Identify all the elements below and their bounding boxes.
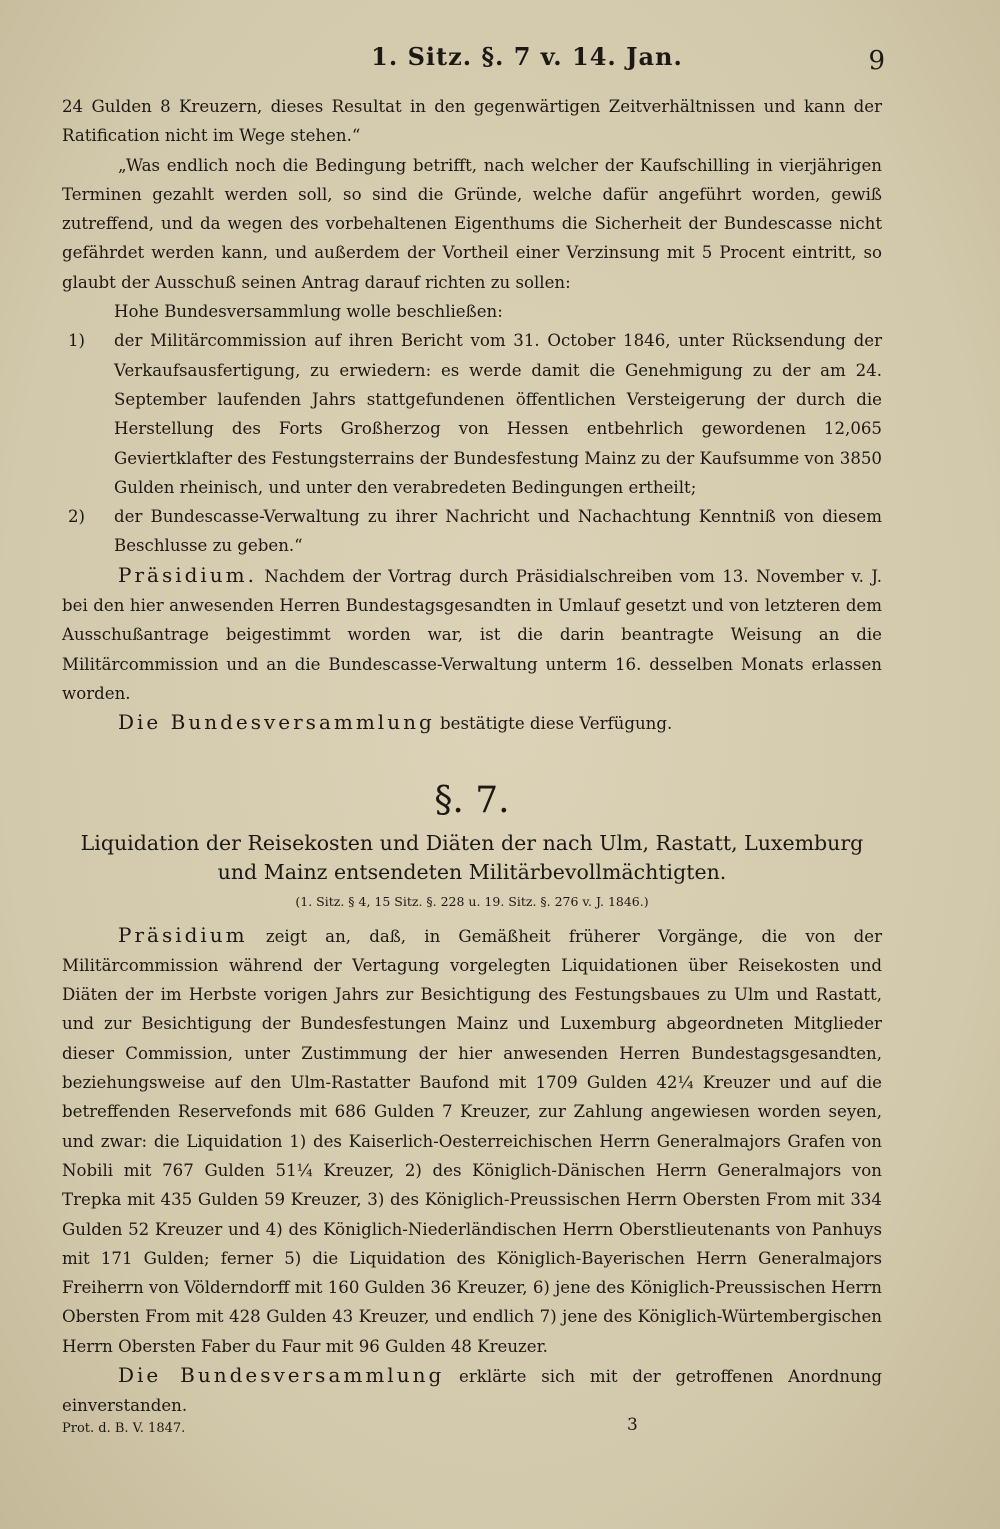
page-number: 9	[868, 46, 886, 76]
page-footer	[62, 1415, 882, 1436]
paragraph-assembly-decision	[62, 1361, 882, 1421]
paragraph-praesidium-report	[62, 921, 882, 1361]
speaker-label: Präsidium	[118, 922, 248, 947]
section-number: §. 7.	[434, 779, 510, 821]
section-cross-reference: (1. Sitz. § 4, 15 Sitz. §. 228 u. 19. Sitz. §. 276 v. J. 1846.)	[295, 893, 649, 909]
paragraph-text: erklärte sich mit der getroffenen Anordnung einverstanden.	[62, 1366, 882, 1416]
speaker-label: Die Bundesversammlung	[118, 710, 435, 735]
paragraph-continuation: 24 Gulden 8 Kreuzern, dieses Resultat in den gegenwärtigen Zeitverhältnissen und kann der Ratification nicht im Wege stehen.“	[62, 97, 882, 146]
paragraph-assembly	[62, 708, 882, 738]
resolution-item-2	[62, 502, 882, 561]
item-text: der Bundescasse-Verwaltung zu ihrer Nachricht und Nachachtung Kenntniß von diesem Beschlusse zu geben.“	[114, 507, 882, 556]
footer-source: Prot. d. B. V. 1847.	[62, 1421, 186, 1436]
paragraph-text: zeigt an, daß, in Gemäßheit früherer Vorgänge, die von der Militärcommission während der Vertagung vorgelegten Liquidationen über Reisekosten und Diäten der im Herbste vorigen Jahrs zur Besichtigung des Festungsbaues zu Ulm und Rastatt, und zur Besichtigung der Bundesfestungen Mainz und Luxemburg abgeordneten Mitglieder dieser Commission, unter Zustimmung der hier anwesenden Herren Bundestagsgesandten, beziehungsweise auf den Ulm-Rastatter Baufond mit 1709 Gulden 42¼ Kreuzer und auf die betreffenden Reservefonds mit 686 Gulden 7 Kreuzer, zur Zahlung angewiesen worden seyen, und zwar: die Liquidation 1) des Kaiserlich-Oesterreichischen Herrn Generalmajors Grafen von Nobili mit 767 Gulden 51¼ Kreuzer, 2) des Königlich-Dänischen Herrn Generalmajors von Trepka mit 435 Gulden 59 Kreuzer, 3) des Königlich-Preussischen Herrn Obersten From mit 334 Gulden 52 Kreuzer und 4) des Königlich-Niederländischen Herrn Oberstlieutenants von Panhuys mit 171 Gulden; ferner 5) die Liquidation des Königlich-Bayerischen Herrn Generalmajors Freiherrn von Völderndorff mit 160 Gulden 36 Kreuzer, 6) jene des Königlich-Preussischen Herrn Obersten From mit 428 Gulden 43 Kreuzer, und endlich 7) jene des Königlich-Würtembergischen Herrn Obersten Faber du Faur mit 96 Gulden 48 Kreuzer.	[62, 926, 883, 1356]
paragraph-text: bestätigte diese Verfügung.	[440, 714, 673, 734]
speaker-label: Die Bundesversammlung	[118, 1362, 445, 1387]
paragraph-condition: „Was endlich noch die Bedingung betrifft, nach welcher der Kaufschilling in vierjährigen Terminen gezahlt werden soll, so sind die Gründe, welche dafür angeführt worden, gewiß zutreffend, und da wegen des vorbehaltenen Eigenthums die Sicherheit der Bundescasse nicht gefährdet werden kann, und außerdem der Vortheil einer Verzinsung mit 5 Procent eintritt, so glaubt der Ausschuß seinen Antrag darauf richten zu sollen:	[62, 155, 882, 292]
speaker-label: Präsidium.	[118, 562, 258, 587]
paragraph-text: Nachdem der Vortrag durch Präsidialschreiben vom 13. November v. J. bei den hier anwesenden Herren Bundestagsgesandten in Umlauf gesetzt und von letzteren dem Ausschußantrage beigestimmt worden war, ist die darin beantragte Weisung an die Militärcommission und an die Bundescasse-Verwaltung unterm 16. desselben Monats erlassen worden.	[62, 566, 882, 703]
printer-signature: 3	[627, 1415, 638, 1435]
item-number: 2)	[68, 507, 86, 527]
section-title: Liquidation der Reisekosten und Diäten der nach Ulm, Rastatt, Luxemburg und Mainz entsendeten Militärbevollmächtigten.	[80, 830, 864, 884]
item-number: 1)	[68, 331, 86, 351]
resolution-intro: Hohe Bundesversammlung wolle beschließen:	[114, 302, 503, 322]
resolution-item-1	[62, 326, 882, 502]
running-head-title: 1. Sitz. §. 7 v. 14. Jan.	[371, 42, 683, 71]
item-text: der Militärcommission auf ihren Bericht vom 31. October 1846, unter Rücksendung der Verkaufsausfertigung, zu erwiedern: es werde damit die Genehmigung zu der am 24. September laufenden Jahrs stattgefundenen öffentlichen Versteigerung der durch die Herstellung des Forts Großherzog von Hessen entbehrlich gewordenen 12,065 Geviertklafter des Festungsterrains der Bundesfestung Mainz zu der Kaufsumme von 3850 Gulden rheinisch, und unter den verabredeten Bedingungen ertheilt;	[114, 331, 882, 497]
running-head	[62, 42, 886, 76]
paragraph-praesidium	[62, 561, 882, 708]
body-text	[62, 92, 882, 1421]
